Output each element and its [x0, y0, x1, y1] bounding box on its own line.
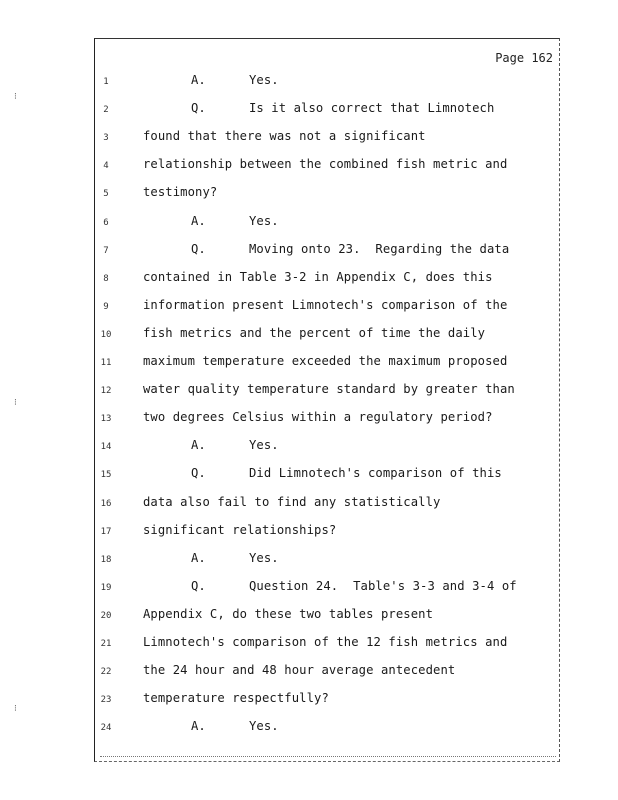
line-text: Moving onto 23. Regarding the data	[249, 241, 510, 256]
transcript-line	[95, 185, 559, 205]
transcript-line	[95, 214, 559, 234]
line-text: Appendix C, do these two tables present	[143, 606, 434, 621]
speaker-label: Q.	[191, 578, 206, 593]
line-number: 20	[100, 610, 112, 621]
line-text: data also fail to find any statistically	[143, 494, 441, 509]
line-number: 23	[100, 695, 112, 706]
line-text: Yes.	[249, 213, 279, 228]
punch-hole-mark: ⁝	[14, 704, 17, 714]
line-text: Question 24. Table's 3-3 and 3-4 of	[249, 578, 517, 593]
transcript-line	[95, 326, 559, 346]
line-number: 11	[100, 358, 112, 368]
line-text: two degrees Celsius within a regulatory period?	[143, 410, 493, 425]
line-number: 3	[103, 133, 109, 144]
transcript-line	[95, 579, 559, 599]
transcript-line	[95, 523, 559, 543]
speaker-label: A.	[191, 550, 206, 565]
line-number: 7	[103, 245, 109, 256]
line-text: Yes.	[249, 719, 279, 734]
transcript-line	[95, 691, 559, 711]
line-text: contained in Table 3-2 in Appendix C, does this	[143, 269, 493, 284]
line-number: 10	[100, 329, 112, 340]
line-number: 2	[103, 105, 109, 116]
line-number: 9	[103, 301, 109, 312]
transcript-line	[95, 73, 559, 93]
speaker-label: Q.	[191, 101, 206, 116]
line-text: water quality temperature standard by greater than	[143, 382, 515, 397]
transcript-line	[95, 129, 559, 149]
transcript-line	[95, 270, 559, 290]
transcript-line	[95, 551, 559, 571]
line-text: temperature respectfully?	[143, 691, 329, 706]
bottom-rule	[100, 756, 556, 757]
line-text: Did Limnotech's comparison of this	[249, 466, 502, 481]
transcript-line	[95, 382, 559, 402]
line-text: testimony?	[143, 185, 218, 200]
line-number: 8	[103, 273, 109, 284]
line-number: 5	[103, 189, 109, 200]
line-number: 17	[100, 526, 112, 537]
line-text: found that there was not a significant	[143, 129, 426, 144]
line-number: 24	[100, 723, 112, 734]
transcript-line	[95, 242, 559, 262]
speaker-label: A.	[191, 438, 206, 453]
line-text: maximum temperature exceeded the maximum proposed	[143, 354, 508, 368]
transcript-line	[95, 495, 559, 515]
speaker-label: A.	[191, 73, 206, 87]
speaker-label: Q.	[191, 466, 206, 481]
line-number: 16	[100, 498, 112, 509]
line-text: Yes.	[249, 550, 279, 565]
line-number: 6	[103, 217, 109, 228]
line-text: the 24 hour and 48 hour average antecedent	[143, 663, 456, 678]
transcript-line	[95, 438, 559, 458]
transcript-line	[95, 410, 559, 430]
line-number: 19	[100, 582, 112, 593]
line-text: Yes.	[249, 438, 279, 453]
punch-hole-mark: ⁝	[14, 398, 17, 408]
line-number: 4	[103, 161, 109, 172]
transcript-line	[95, 635, 559, 655]
line-number: 1	[103, 77, 109, 87]
line-number: 15	[100, 470, 112, 481]
line-number: 22	[100, 667, 112, 678]
line-number: 12	[100, 386, 112, 397]
transcript-line	[95, 466, 559, 486]
transcript-line	[95, 719, 559, 739]
punch-hole-mark: ⁝	[14, 92, 17, 102]
speaker-label: Q.	[191, 241, 206, 256]
page-number: Page 162	[495, 51, 553, 65]
line-text: Is it also correct that Limnotech	[249, 101, 495, 116]
line-number: 13	[100, 414, 112, 425]
line-text: Limnotech's comparison of the 12 fish metrics and	[143, 635, 508, 649]
transcript-line	[95, 354, 559, 374]
speaker-label: A.	[191, 213, 206, 228]
speaker-label: A.	[191, 719, 206, 734]
line-number: 14	[100, 442, 112, 453]
line-number: 21	[100, 639, 112, 649]
transcript-line	[95, 101, 559, 121]
line-text: significant relationships?	[143, 522, 337, 537]
transcript-line	[95, 607, 559, 627]
line-text: Yes.	[249, 73, 279, 87]
transcript-line	[95, 157, 559, 177]
transcript-line	[95, 663, 559, 683]
line-number: 18	[100, 554, 112, 565]
transcript-line	[95, 298, 559, 318]
line-text: information present Limnotech's comparison of the	[143, 297, 508, 312]
line-text: fish metrics and the percent of time the daily	[143, 325, 486, 340]
line-text: relationship between the combined fish metric and	[143, 157, 508, 172]
transcript-page	[94, 38, 560, 762]
